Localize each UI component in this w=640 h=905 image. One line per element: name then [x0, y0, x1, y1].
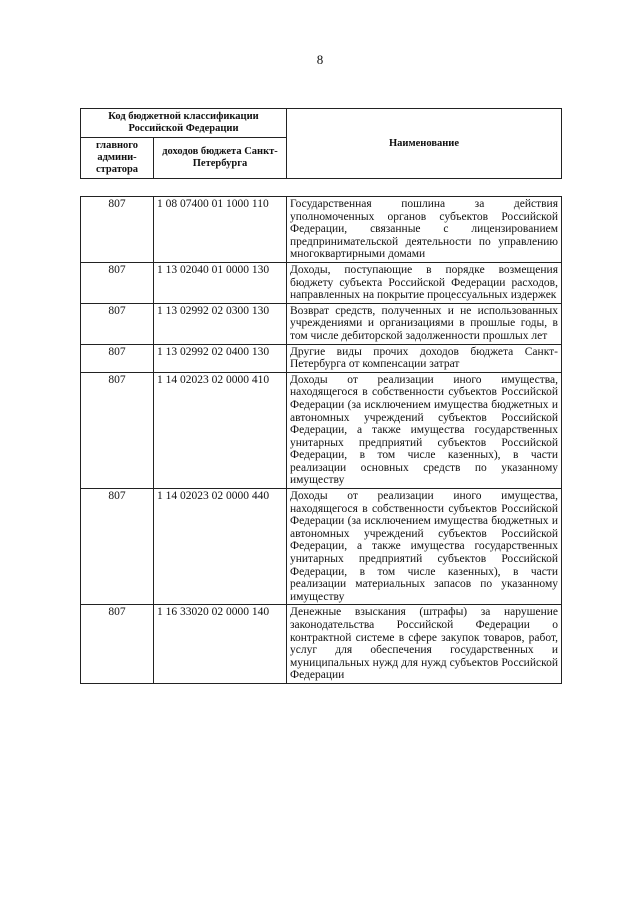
table-row — [81, 262, 562, 303]
admin-column-header: главного админи-стратора — [81, 138, 154, 179]
table-row — [81, 372, 562, 488]
admin-code-cell: 807 — [81, 197, 154, 263]
name-cell: Доходы от реализации иного имущества, находящегося в собственности субъектов Российской Федерации (за исключением имущества бюджетных и автономных учреждений субъектов Российской Федерации, а также имущества государственных унитарных предприятий субъектов Российской Федерации, в том числе казенных), в части реализации материальных запасов по указанному имуществу — [287, 489, 562, 605]
table-row — [81, 303, 562, 344]
name-cell: Доходы от реализации иного имущества, находящегося в собственности субъектов Российской Федерации (за исключением имущества бюджетных и автономных учреждений субъектов Российской Федерации, а также имущества государственных унитарных предприятий субъектов Российской Федерации, в том числе казенных), в части реализации основных средств по указанному имуществу — [287, 372, 562, 488]
income-column-header: доходов бюджета Санкт-Петербурга — [154, 138, 287, 179]
budget-classification-header: Код бюджетной классификации Российской Федерации — [81, 109, 287, 138]
name-cell: Государственная пошлина за действия уполномоченных органов субъектов Российской Федерации, связанные с лицензированием предпринимательской деятельности по управлению многоквартирными домами — [287, 197, 562, 263]
admin-code-cell: 807 — [81, 372, 154, 488]
name-cell: Денежные взыскания (штрафы) за нарушение законодательства Российской Федерации о контрактной системе в сфере закупок товаров, работ, услуг для обеспечения государственных и муниципальных нужд для нужд субъектов Российской Федерации — [287, 605, 562, 684]
table-row — [81, 344, 562, 372]
income-code-cell: 1 14 02023 02 0000 410 — [154, 372, 287, 488]
classification-table — [80, 196, 562, 684]
name-cell: Другие виды прочих доходов бюджета Санкт-Петербурга от компенсации затрат — [287, 344, 562, 372]
header-table — [80, 108, 562, 179]
page-number: 8 — [316, 52, 324, 67]
admin-code-cell: 807 — [81, 303, 154, 344]
name-cell: Доходы, поступающие в порядке возмещения бюджету субъекта Российской Федерации расходов, направленных на покрытие процессуальных издержек — [287, 262, 562, 303]
income-code-cell: 1 13 02992 02 0400 130 — [154, 344, 287, 372]
admin-code-cell: 807 — [81, 489, 154, 605]
admin-code-cell: 807 — [81, 344, 154, 372]
income-code-cell: 1 14 02023 02 0000 440 — [154, 489, 287, 605]
table-row — [81, 489, 562, 605]
income-code-cell: 1 13 02040 01 0000 130 — [154, 262, 287, 303]
admin-code-cell: 807 — [81, 605, 154, 684]
income-code-cell: 1 13 02992 02 0300 130 — [154, 303, 287, 344]
name-cell: Возврат средств, полученных и не использованных учреждениями и организациями в прошлые годы, в том числе дебиторской задолженности прошлых лет — [287, 303, 562, 344]
table-row — [81, 197, 562, 263]
table-row — [81, 605, 562, 684]
income-code-cell: 1 08 07400 01 1000 110 — [154, 197, 287, 263]
income-code-cell: 1 16 33020 02 0000 140 — [154, 605, 287, 684]
name-column-header: Наименование — [287, 109, 562, 179]
admin-code-cell: 807 — [81, 262, 154, 303]
